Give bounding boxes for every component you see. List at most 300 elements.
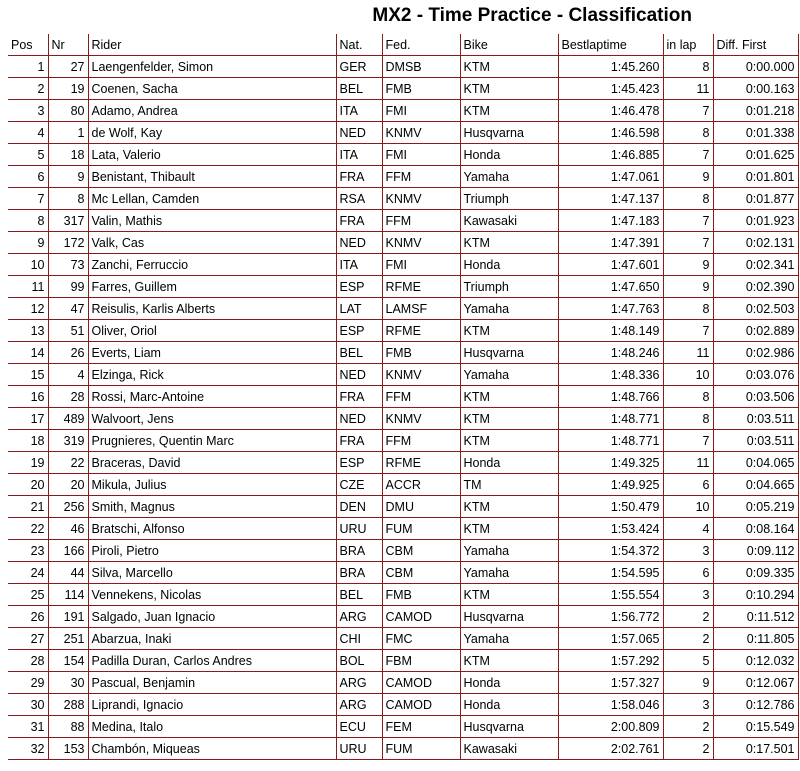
bestlaptime-cell: 1:46.885: [558, 144, 663, 166]
in-lap-cell: 2: [663, 716, 713, 738]
bestlaptime-cell: 1:54.595: [558, 562, 663, 584]
diff-first-cell: 0:02.889: [713, 320, 798, 342]
rider-cell: Lata, Valerio: [88, 144, 336, 166]
rider-cell: Smith, Magnus: [88, 496, 336, 518]
in-lap-cell: 9: [663, 254, 713, 276]
nr-cell: 154: [48, 650, 88, 672]
in-lap-cell: 8: [663, 386, 713, 408]
pos-cell: 21: [8, 496, 48, 518]
fed-cell: FMC: [382, 628, 460, 650]
bike-cell: Honda: [460, 672, 558, 694]
pos-cell: 4: [8, 122, 48, 144]
in-lap-cell: 6: [663, 562, 713, 584]
rider-cell: Farres, Guillem: [88, 276, 336, 298]
pos-cell: 22: [8, 518, 48, 540]
fed-cell: FFM: [382, 430, 460, 452]
rider-cell: Piroli, Pietro: [88, 540, 336, 562]
diff-first-cell: 0:01.218: [713, 100, 798, 122]
pos-cell: 11: [8, 276, 48, 298]
bike-cell: Husqvarna: [460, 606, 558, 628]
table-row: [8, 210, 798, 232]
col-header-rider: Rider: [88, 34, 336, 56]
nr-cell: 1: [48, 122, 88, 144]
nr-cell: 73: [48, 254, 88, 276]
table-row: [8, 320, 798, 342]
nr-cell: 28: [48, 386, 88, 408]
table-row: [8, 342, 798, 364]
diff-first-cell: 0:01.877: [713, 188, 798, 210]
nat-cell: FRA: [336, 430, 382, 452]
nr-cell: 319: [48, 430, 88, 452]
fed-cell: KNMV: [382, 122, 460, 144]
diff-first-cell: 0:08.164: [713, 518, 798, 540]
in-lap-cell: 3: [663, 694, 713, 716]
nat-cell: GER: [336, 56, 382, 78]
in-lap-cell: 2: [663, 738, 713, 760]
diff-first-cell: 0:01.923: [713, 210, 798, 232]
bike-cell: Yamaha: [460, 166, 558, 188]
nat-cell: URU: [336, 518, 382, 540]
diff-first-cell: 0:17.501: [713, 738, 798, 760]
fed-cell: CAMOD: [382, 672, 460, 694]
bestlaptime-cell: 1:56.772: [558, 606, 663, 628]
rider-cell: Chambón, Miqueas: [88, 738, 336, 760]
diff-first-cell: 0:09.112: [713, 540, 798, 562]
rider-cell: Silva, Marcello: [88, 562, 336, 584]
bike-cell: KTM: [460, 430, 558, 452]
fed-cell: FMI: [382, 254, 460, 276]
nat-cell: URU: [336, 738, 382, 760]
nr-cell: 9: [48, 166, 88, 188]
nr-cell: 172: [48, 232, 88, 254]
nr-cell: 51: [48, 320, 88, 342]
fed-cell: FEM: [382, 716, 460, 738]
pos-cell: 24: [8, 562, 48, 584]
table-row: [8, 518, 798, 540]
col-header-bike: Bike: [460, 34, 558, 56]
classification-rows: [8, 56, 798, 760]
pos-cell: 1: [8, 56, 48, 78]
nr-cell: 256: [48, 496, 88, 518]
diff-first-cell: 0:01.625: [713, 144, 798, 166]
fed-cell: RFME: [382, 276, 460, 298]
table-row: [8, 166, 798, 188]
bike-cell: KTM: [460, 232, 558, 254]
rider-cell: Medina, Italo: [88, 716, 336, 738]
nr-cell: 18: [48, 144, 88, 166]
diff-first-cell: 0:02.986: [713, 342, 798, 364]
pos-cell: 16: [8, 386, 48, 408]
rider-cell: Salgado, Juan Ignacio: [88, 606, 336, 628]
table-row: [8, 452, 798, 474]
nat-cell: NED: [336, 122, 382, 144]
bestlaptime-cell: 1:45.260: [558, 56, 663, 78]
rider-cell: Mc Lellan, Camden: [88, 188, 336, 210]
in-lap-cell: 8: [663, 408, 713, 430]
in-lap-cell: 11: [663, 342, 713, 364]
diff-first-cell: 0:04.065: [713, 452, 798, 474]
diff-first-cell: 0:01.338: [713, 122, 798, 144]
bestlaptime-cell: 1:49.325: [558, 452, 663, 474]
nr-cell: 4: [48, 364, 88, 386]
rider-cell: Pascual, Benjamin: [88, 672, 336, 694]
in-lap-cell: 7: [663, 320, 713, 342]
bestlaptime-cell: 1:47.137: [558, 188, 663, 210]
bike-cell: Honda: [460, 452, 558, 474]
bike-cell: Triumph: [460, 276, 558, 298]
table-row: [8, 496, 798, 518]
bestlaptime-cell: 1:57.292: [558, 650, 663, 672]
pos-cell: 14: [8, 342, 48, 364]
fed-cell: FUM: [382, 738, 460, 760]
diff-first-cell: 0:04.665: [713, 474, 798, 496]
table-row: [8, 562, 798, 584]
rider-cell: Prugnieres, Quentin Marc: [88, 430, 336, 452]
bestlaptime-cell: 1:47.650: [558, 276, 663, 298]
diff-first-cell: 0:03.511: [713, 430, 798, 452]
pos-cell: 19: [8, 452, 48, 474]
in-lap-cell: 11: [663, 78, 713, 100]
bestlaptime-cell: 1:47.061: [558, 166, 663, 188]
fed-cell: FMI: [382, 100, 460, 122]
diff-first-cell: 0:02.131: [713, 232, 798, 254]
diff-first-cell: 0:00.163: [713, 78, 798, 100]
nat-cell: ECU: [336, 716, 382, 738]
diff-first-cell: 0:09.335: [713, 562, 798, 584]
diff-first-cell: 0:03.511: [713, 408, 798, 430]
bestlaptime-cell: 1:58.046: [558, 694, 663, 716]
in-lap-cell: 9: [663, 166, 713, 188]
in-lap-cell: 6: [663, 474, 713, 496]
nr-cell: 166: [48, 540, 88, 562]
nr-cell: 99: [48, 276, 88, 298]
nat-cell: FRA: [336, 166, 382, 188]
table-row: [8, 298, 798, 320]
nr-cell: 46: [48, 518, 88, 540]
nr-cell: 88: [48, 716, 88, 738]
bike-cell: KTM: [460, 584, 558, 606]
rider-cell: Vennekens, Nicolas: [88, 584, 336, 606]
bike-cell: Husqvarna: [460, 122, 558, 144]
bestlaptime-cell: 1:45.423: [558, 78, 663, 100]
bike-cell: Yamaha: [460, 628, 558, 650]
rider-cell: Walvoort, Jens: [88, 408, 336, 430]
bike-cell: Honda: [460, 694, 558, 716]
nat-cell: ARG: [336, 694, 382, 716]
nat-cell: ITA: [336, 254, 382, 276]
rider-cell: Elzinga, Rick: [88, 364, 336, 386]
pos-cell: 7: [8, 188, 48, 210]
pos-cell: 30: [8, 694, 48, 716]
in-lap-cell: 10: [663, 496, 713, 518]
table-row: [8, 628, 798, 650]
bestlaptime-cell: 1:48.771: [558, 408, 663, 430]
bestlaptime-cell: 1:47.391: [558, 232, 663, 254]
bestlaptime-cell: 1:47.763: [558, 298, 663, 320]
fed-cell: CAMOD: [382, 606, 460, 628]
rider-cell: Oliver, Oriol: [88, 320, 336, 342]
fed-cell: CAMOD: [382, 694, 460, 716]
rider-cell: Rossi, Marc-Antoine: [88, 386, 336, 408]
rider-cell: Mikula, Julius: [88, 474, 336, 496]
pos-cell: 13: [8, 320, 48, 342]
fed-cell: FMB: [382, 342, 460, 364]
nat-cell: CZE: [336, 474, 382, 496]
table-row: [8, 716, 798, 738]
nr-cell: 288: [48, 694, 88, 716]
diff-first-cell: 0:02.390: [713, 276, 798, 298]
fed-cell: DMU: [382, 496, 460, 518]
fed-cell: RFME: [382, 320, 460, 342]
fed-cell: FFM: [382, 166, 460, 188]
bike-cell: Husqvarna: [460, 716, 558, 738]
fed-cell: FUM: [382, 518, 460, 540]
nat-cell: LAT: [336, 298, 382, 320]
nat-cell: BEL: [336, 342, 382, 364]
diff-first-cell: 0:05.219: [713, 496, 798, 518]
diff-first-cell: 0:11.512: [713, 606, 798, 628]
bike-cell: KTM: [460, 650, 558, 672]
in-lap-cell: 7: [663, 100, 713, 122]
fed-cell: FFM: [382, 386, 460, 408]
nat-cell: NED: [336, 364, 382, 386]
nr-cell: 114: [48, 584, 88, 606]
table-header-row: [8, 34, 798, 56]
bestlaptime-cell: 1:47.183: [558, 210, 663, 232]
table-row: [8, 474, 798, 496]
bike-cell: Honda: [460, 144, 558, 166]
nr-cell: 47: [48, 298, 88, 320]
in-lap-cell: 7: [663, 232, 713, 254]
nat-cell: FRA: [336, 386, 382, 408]
fed-cell: FMB: [382, 78, 460, 100]
rider-cell: Reisulis, Karlis Alberts: [88, 298, 336, 320]
pos-cell: 6: [8, 166, 48, 188]
fed-cell: FFM: [382, 210, 460, 232]
pos-cell: 20: [8, 474, 48, 496]
rider-cell: Bratschi, Alfonso: [88, 518, 336, 540]
pos-cell: 3: [8, 100, 48, 122]
table-row: [8, 386, 798, 408]
pos-cell: 32: [8, 738, 48, 760]
in-lap-cell: 3: [663, 584, 713, 606]
bike-cell: Yamaha: [460, 562, 558, 584]
table-row: [8, 606, 798, 628]
rider-cell: de Wolf, Kay: [88, 122, 336, 144]
rider-cell: Valk, Cas: [88, 232, 336, 254]
bike-cell: Kawasaki: [460, 210, 558, 232]
bike-cell: Kawasaki: [460, 738, 558, 760]
nr-cell: 8: [48, 188, 88, 210]
nat-cell: BRA: [336, 562, 382, 584]
nat-cell: ITA: [336, 100, 382, 122]
bestlaptime-cell: 1:57.327: [558, 672, 663, 694]
pos-cell: 29: [8, 672, 48, 694]
in-lap-cell: 7: [663, 144, 713, 166]
col-header-pos: Pos: [8, 34, 48, 56]
nr-cell: 27: [48, 56, 88, 78]
in-lap-cell: 9: [663, 276, 713, 298]
nat-cell: NED: [336, 408, 382, 430]
in-lap-cell: 2: [663, 628, 713, 650]
nr-cell: 30: [48, 672, 88, 694]
pos-cell: 12: [8, 298, 48, 320]
fed-cell: CBM: [382, 562, 460, 584]
pos-cell: 26: [8, 606, 48, 628]
nr-cell: 489: [48, 408, 88, 430]
table-row: [8, 540, 798, 562]
table-row: [8, 738, 798, 760]
fed-cell: FBM: [382, 650, 460, 672]
bike-cell: KTM: [460, 496, 558, 518]
bestlaptime-cell: 1:53.424: [558, 518, 663, 540]
nat-cell: ESP: [336, 320, 382, 342]
rider-cell: Zanchi, Ferruccio: [88, 254, 336, 276]
bike-cell: Yamaha: [460, 298, 558, 320]
rider-cell: Braceras, David: [88, 452, 336, 474]
bestlaptime-cell: 1:48.149: [558, 320, 663, 342]
bike-cell: Husqvarna: [460, 342, 558, 364]
bestlaptime-cell: 1:47.601: [558, 254, 663, 276]
bike-cell: KTM: [460, 78, 558, 100]
bike-cell: Yamaha: [460, 540, 558, 562]
table-row: [8, 100, 798, 122]
table-row: [8, 144, 798, 166]
page-title: MX2 - Time Practice - Classification: [372, 5, 692, 26]
nat-cell: BOL: [336, 650, 382, 672]
bestlaptime-cell: 1:57.065: [558, 628, 663, 650]
col-header-diff-first: Diff. First: [713, 34, 798, 56]
in-lap-cell: 10: [663, 364, 713, 386]
pos-cell: 10: [8, 254, 48, 276]
table-row: [8, 408, 798, 430]
diff-first-cell: 0:12.032: [713, 650, 798, 672]
rider-cell: Abarzua, Inaki: [88, 628, 336, 650]
in-lap-cell: 5: [663, 650, 713, 672]
pos-cell: 2: [8, 78, 48, 100]
nr-cell: 153: [48, 738, 88, 760]
in-lap-cell: 9: [663, 672, 713, 694]
nat-cell: ARG: [336, 672, 382, 694]
pos-cell: 25: [8, 584, 48, 606]
table-row: [8, 276, 798, 298]
nat-cell: FRA: [336, 210, 382, 232]
nat-cell: BEL: [336, 584, 382, 606]
nr-cell: 26: [48, 342, 88, 364]
in-lap-cell: 2: [663, 606, 713, 628]
diff-first-cell: 0:03.076: [713, 364, 798, 386]
diff-first-cell: 0:10.294: [713, 584, 798, 606]
pos-cell: 28: [8, 650, 48, 672]
bike-cell: KTM: [460, 100, 558, 122]
bestlaptime-cell: 1:46.598: [558, 122, 663, 144]
fed-cell: ACCR: [382, 474, 460, 496]
bestlaptime-cell: 1:48.336: [558, 364, 663, 386]
in-lap-cell: 11: [663, 452, 713, 474]
in-lap-cell: 7: [663, 430, 713, 452]
bike-cell: KTM: [460, 408, 558, 430]
table-row: [8, 232, 798, 254]
bike-cell: Yamaha: [460, 364, 558, 386]
rider-cell: Coenen, Sacha: [88, 78, 336, 100]
fed-cell: CBM: [382, 540, 460, 562]
in-lap-cell: 7: [663, 210, 713, 232]
nr-cell: 80: [48, 100, 88, 122]
diff-first-cell: 0:11.805: [713, 628, 798, 650]
rider-cell: Laengenfelder, Simon: [88, 56, 336, 78]
nat-cell: RSA: [336, 188, 382, 210]
bike-cell: KTM: [460, 386, 558, 408]
nr-cell: 22: [48, 452, 88, 474]
fed-cell: KNMV: [382, 408, 460, 430]
bike-cell: Triumph: [460, 188, 558, 210]
table-row: [8, 78, 798, 100]
rider-cell: Everts, Liam: [88, 342, 336, 364]
bike-cell: KTM: [460, 56, 558, 78]
nr-cell: 191: [48, 606, 88, 628]
fed-cell: DMSB: [382, 56, 460, 78]
bestlaptime-cell: 1:54.372: [558, 540, 663, 562]
classification-table: [8, 34, 799, 760]
in-lap-cell: 8: [663, 56, 713, 78]
rider-cell: Padilla Duran, Carlos Andres: [88, 650, 336, 672]
table-row: [8, 650, 798, 672]
pos-cell: 15: [8, 364, 48, 386]
nr-cell: 19: [48, 78, 88, 100]
nat-cell: ITA: [336, 144, 382, 166]
bike-cell: KTM: [460, 518, 558, 540]
rider-cell: Valin, Mathis: [88, 210, 336, 232]
in-lap-cell: 8: [663, 298, 713, 320]
pos-cell: 9: [8, 232, 48, 254]
fed-cell: FMI: [382, 144, 460, 166]
diff-first-cell: 0:02.503: [713, 298, 798, 320]
in-lap-cell: 8: [663, 188, 713, 210]
col-header-bestlaptime: Bestlaptime: [558, 34, 663, 56]
pos-cell: 5: [8, 144, 48, 166]
diff-first-cell: 0:00.000: [713, 56, 798, 78]
table-row: [8, 188, 798, 210]
diff-first-cell: 0:12.786: [713, 694, 798, 716]
table-row: [8, 584, 798, 606]
nat-cell: ARG: [336, 606, 382, 628]
nat-cell: BEL: [336, 78, 382, 100]
nat-cell: ESP: [336, 452, 382, 474]
pos-cell: 17: [8, 408, 48, 430]
nr-cell: 44: [48, 562, 88, 584]
table-row: [8, 364, 798, 386]
rider-cell: Liprandi, Ignacio: [88, 694, 336, 716]
fed-cell: KNMV: [382, 232, 460, 254]
nat-cell: NED: [336, 232, 382, 254]
diff-first-cell: 0:02.341: [713, 254, 798, 276]
col-header-nat: Nat.: [336, 34, 382, 56]
col-header-in-lap: in lap: [663, 34, 713, 56]
pos-cell: 23: [8, 540, 48, 562]
nat-cell: BRA: [336, 540, 382, 562]
nat-cell: ESP: [336, 276, 382, 298]
bike-cell: KTM: [460, 320, 558, 342]
table-row: [8, 56, 798, 78]
fed-cell: FMB: [382, 584, 460, 606]
pos-cell: 18: [8, 430, 48, 452]
nr-cell: 251: [48, 628, 88, 650]
bestlaptime-cell: 2:02.761: [558, 738, 663, 760]
pos-cell: 8: [8, 210, 48, 232]
fed-cell: KNMV: [382, 364, 460, 386]
col-header-nr: Nr: [48, 34, 88, 56]
table-row: [8, 122, 798, 144]
